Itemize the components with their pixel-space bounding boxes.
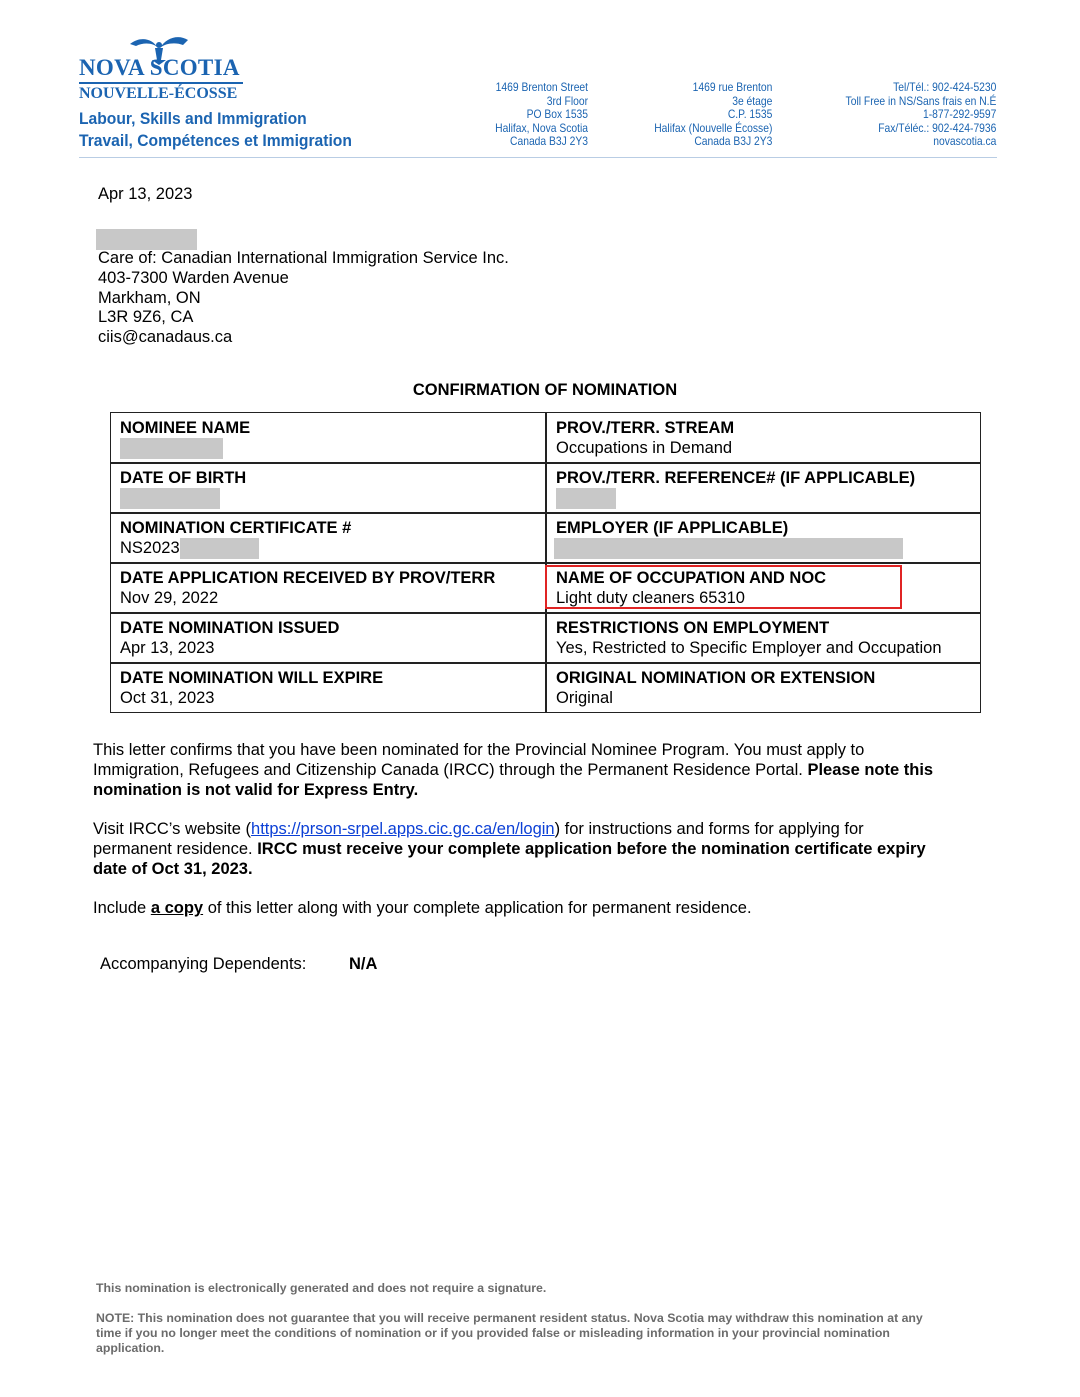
recipient-address: Care of: Canadian International Immigration Service Inc. 403-7300 Warden Avenue Markham, ON L3R 9Z6, CA ciis@canadaus.ca bbox=[98, 249, 509, 347]
row-divider bbox=[111, 612, 980, 614]
row-divider bbox=[111, 462, 980, 464]
nomination-table bbox=[110, 412, 981, 713]
contact-info: Tel/Tél.: 902-424-5230 Toll Free in NS/Sans frais en N.É 1-877-292-9597 Fax/Téléc.: 902-424-7936 novascotia.ca bbox=[845, 80, 996, 149]
recipient-email: ciis@canadaus.ca bbox=[98, 328, 233, 347]
website-link[interactable]: novascotia.ca bbox=[932, 134, 996, 149]
table-cell-employment-restrictions: RESTRICTIONS ON EMPLOYMENT Yes, Restricted to Specific Employer and Occupation bbox=[556, 619, 942, 657]
footer-signature-note: This nomination is electronically generated and does not require a signature. bbox=[96, 1281, 547, 1295]
department-name-fr: Travail, Compétences et Immigration bbox=[79, 131, 352, 150]
table-cell-nomination-issued: DATE NOMINATION ISSUED Apr 13, 2023 bbox=[120, 619, 340, 657]
address-en: 1469 Brenton Street 3rd Floor PO Box 1535 Halifax, Nova Scotia Canada B3J 2Y3 bbox=[495, 80, 588, 149]
redacted-nominee-name bbox=[120, 438, 223, 459]
table-cell-nominee-name: NOMINEE NAME bbox=[120, 418, 250, 459]
table-cell-certificate-number: NOMINATION CERTIFICATE # NS2023 bbox=[120, 519, 352, 557]
table-cell-stream: PROV./TERR. STREAM Occupations in Demand bbox=[556, 419, 735, 457]
footer-disclaimer: NOTE: This nomination does not guarantee that you will receive permanent resident status. Nova Scotia may withdraw this nomination at any time if you no longer meet the conditions of nomination or if you provided false or misleading information in your provincial nomination application. bbox=[96, 1311, 923, 1355]
address-fr: 1469 rue Brenton 3e étage C.P. 1535 Halifax (Nouvelle Écosse) Canada B3J 2Y3 bbox=[653, 80, 772, 149]
copy-instruction-paragraph: Include a copy of this letter along with your complete application for permanent residence. bbox=[93, 899, 752, 917]
confirmation-paragraph: This letter confirms that you have been nominated for the Provincial Nominee Program. You must apply to Immigration, Refugees and Citizenship Canada (IRCC) through the Permanent Residence Portal. Please note this nomination is not valid for Express Entry. bbox=[93, 741, 934, 799]
redacted-certificate-suffix bbox=[180, 538, 259, 559]
table-cell-date-of-birth: DATE OF BIRTH bbox=[120, 468, 246, 509]
letterhead-divider bbox=[79, 157, 997, 158]
ircc-portal-link[interactable]: https://prson-srpel.apps.cic.gc.ca/en/login bbox=[251, 820, 555, 838]
table-cell-employer: EMPLOYER (IF APPLICABLE) bbox=[556, 518, 903, 559]
instructions-paragraph: Visit IRCC’s website (https://prson-srpel.apps.cic.gc.ca/en/login) for instructions and forms for applying for permanent residence. IRCC must receive your complete application before the nomination certificate expiry date of Oct 31, 2023. bbox=[93, 820, 926, 878]
table-cell-application-received: DATE APPLICATION RECEIVED BY PROV/TERR Nov 29, 2022 bbox=[120, 569, 496, 607]
redacted-employer bbox=[554, 538, 903, 559]
brand-name-fr: NOUVELLE-ÉCOSSE bbox=[79, 85, 238, 102]
table-cell-reference: PROV./TERR. REFERENCE# (IF APPLICABLE) bbox=[556, 468, 915, 509]
dependents-value: N/A bbox=[349, 955, 378, 973]
row-divider bbox=[111, 512, 980, 514]
redacted-reference-number bbox=[556, 488, 616, 509]
row-divider bbox=[111, 562, 980, 564]
brand-name-en: NOVA SCOTIA bbox=[79, 55, 240, 80]
occupation-highlight-box bbox=[545, 565, 902, 609]
row-divider bbox=[111, 662, 980, 664]
department-name-en: Labour, Skills and Immigration bbox=[79, 109, 307, 128]
letter-date: Apr 13, 2023 bbox=[98, 185, 193, 203]
table-cell-nomination-expiry: DATE NOMINATION WILL EXPIRE Oct 31, 2023 bbox=[120, 669, 384, 707]
redacted-date-of-birth bbox=[120, 488, 220, 509]
redacted-recipient-name bbox=[96, 229, 197, 250]
table-cell-occupation-noc: NAME OF OCCUPATION AND NOC Light duty cleaners 65310 bbox=[556, 569, 827, 607]
dependents-label: Accompanying Dependents: bbox=[100, 955, 307, 973]
table-cell-nomination-type: ORIGINAL NOMINATION OR EXTENSION Original bbox=[556, 669, 876, 707]
document-title: CONFIRMATION OF NOMINATION bbox=[412, 381, 678, 399]
